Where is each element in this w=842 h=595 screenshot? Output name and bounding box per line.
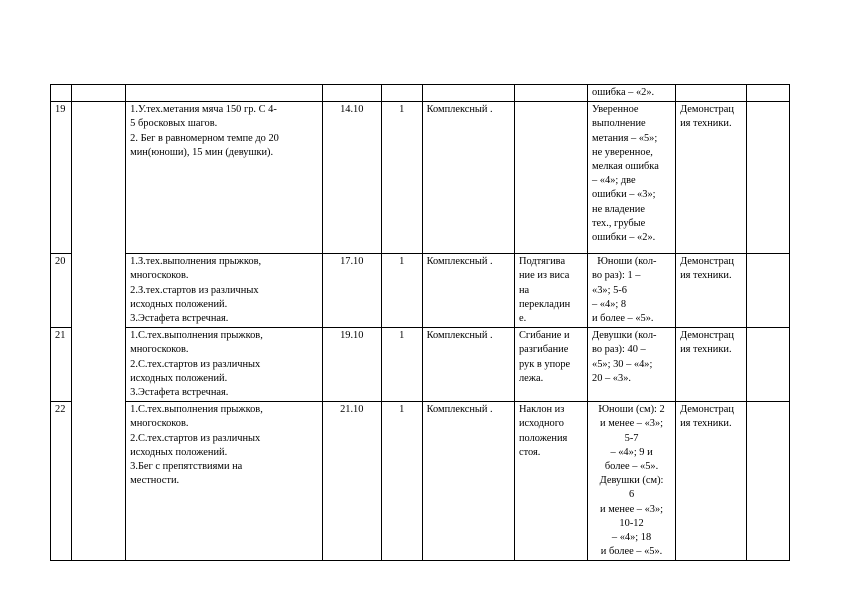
cell-blank [72,402,126,561]
cell-line: мелкая ошибка [592,161,659,173]
cell-line: 2.З.тех.стартов из различных [130,284,259,296]
cell-type: Комплексный . [422,328,514,402]
cell-type: Комплексный . [422,254,514,328]
cell-line: лежа. [518,372,544,384]
cell-control [514,254,587,328]
cell-line: Уверенное [592,104,639,116]
cell-line: исходного [518,418,564,430]
cell-type: Комплексный . [422,402,514,561]
cell-hours [381,85,422,102]
cell-line: многоскоков. [130,270,189,282]
cell-control [514,402,587,561]
cell-line: Юноши (см): 2 [598,404,665,416]
cell-line: ия техники. [680,270,732,282]
cell-line: и более – «5». [600,546,663,558]
cell-blank [72,102,126,254]
cell-line: исходных положений. [130,298,228,310]
cell-line: исходных положений. [130,446,228,458]
cell-line: Сгибание и [518,330,570,342]
cell-line: 6 [628,489,635,501]
cell-line: 5 бросковых шагов. [130,118,218,130]
cell-demo [676,102,747,254]
cell-line: 3.Бег с препятствиями на [130,461,243,473]
cell-num: 19 [51,102,72,254]
cell-control [514,85,587,102]
cell-line: ия техники. [680,118,732,130]
cell-line: 1.З.тех.выполнения прыжков, [130,256,262,268]
cell-line: и менее – «3»; [600,503,664,515]
cell-line: не владение [592,203,645,215]
cell-line: не уверенное, [592,146,653,158]
cell-line: более – «5». [604,461,659,473]
cell-line: во раз): 40 – [592,344,646,356]
cell-topic [126,402,323,561]
table-row [51,328,790,402]
table-row [51,402,790,561]
cell-line: Демонстрац [680,330,734,342]
cell-line: – «4»; 8 [592,298,627,310]
cell-line: ия техники. [680,344,732,356]
cell-line: 5-7 [624,432,639,444]
cell-line: ошибки – «2». [592,232,656,244]
cell-blank [72,85,126,102]
cell-demo [676,402,747,561]
cell-topic [126,328,323,402]
lesson-plan-table [50,84,790,561]
cell-line: 2. Бег в равномерном темпе до 20 [130,132,279,144]
cell-blank-end [746,102,789,254]
cell-line: 10-12 [619,517,644,529]
cell-line: «5»; 30 – «4»; [592,358,653,370]
cell-line: и более – «5». [592,313,654,325]
cell-line: 20 – «3». [592,372,631,384]
cell-line: местности. [130,475,180,487]
cell-blank-end [746,328,789,402]
cell-num: 22 [51,402,72,561]
cell-hours: 1 [381,328,422,402]
table-body [51,85,790,561]
cell-date [322,85,381,102]
table-row-continued [51,85,790,102]
cell-line: метания – «5»; [592,132,658,144]
cell-type [422,85,514,102]
cell-line: ия техники. [680,418,732,430]
cell-line: положения [518,432,568,444]
cell-blank-end [746,85,789,102]
cell-line: тех., грубые [592,217,646,229]
cell-norm [588,328,676,402]
cell-line: 1.С.тех.выполнения прыжков, [130,404,263,416]
table-row [51,254,790,328]
cell-norm [588,254,676,328]
cell-blank-end [746,254,789,328]
cell-blank [72,328,126,402]
cell-line: «3»; 5-6 [592,284,627,296]
cell-line: Демонстрац [680,404,734,416]
cell-blank [72,254,126,328]
table-row [51,102,790,254]
cell-date: 17.10 [322,254,381,328]
cell-line: перекладин [518,298,571,310]
cell-control [514,328,587,402]
cell-line: и менее – «3»; [600,418,664,430]
cell-line: 1.С.тех.выполнения прыжков, [130,330,263,342]
cell-line: разгибание [518,344,569,356]
cell-line: 2.С.тех.стартов из различных [130,358,261,370]
cell-type: Комплексный . [422,102,514,254]
cell-line: стоя. [518,446,541,458]
cell-topic [126,85,323,102]
cell-date: 19.10 [322,328,381,402]
cell-norm [588,402,676,561]
cell-demo [676,328,747,402]
cell-line: Девушки (см): [599,475,664,487]
cell-line: Наклон из [518,404,565,416]
cell-norm [588,102,676,254]
cell-line: Юноши (кол- [592,256,657,268]
cell-line: многоскоков. [130,418,189,430]
cell-line: выполнение [592,118,646,130]
cell-hours: 1 [381,402,422,561]
cell-line: ние из виса [518,270,570,282]
cell-line: 3.Эстафета встречная. [130,313,229,325]
cell-line: 2.С.тех.стартов из различных [130,432,261,444]
cell-num: 21 [51,328,72,402]
cell-line: – «4»; 18 [611,532,652,544]
cell-num [51,85,72,102]
cell-line: – «4»; две [592,175,636,187]
cell-num: 20 [51,254,72,328]
cell-line: рук в упоре [518,358,571,370]
cell-date: 21.10 [322,402,381,561]
cell-line: Демонстрац [680,104,734,116]
cell-line: многоскоков. [130,344,189,356]
cell-line: на [518,284,530,296]
cell-line: во раз): 1 – [592,270,641,282]
cell-hours: 1 [381,254,422,328]
cell-line: – «4»; 9 и [610,446,653,458]
cell-hours: 1 [381,102,422,254]
cell-blank-end [746,402,789,561]
cell-date: 14.10 [322,102,381,254]
cell-line: 1.У.тех.метания мяча 150 гр. С 4- [130,104,277,116]
cell-norm: ошибка – «2». [588,85,676,102]
cell-line: 3.Эстафета встречная. [130,387,229,399]
cell-line: Девушки (кол- [592,330,657,342]
cell-topic [126,254,323,328]
cell-line: мин(юноши), 15 мин (девушки). [130,146,274,158]
cell-line: ошибки – «3»; [592,189,656,201]
cell-control [514,102,587,254]
cell-demo [676,85,747,102]
cell-line: Подтягива [518,256,566,268]
cell-topic [126,102,323,254]
cell-line: Демонстрац [680,256,734,268]
cell-line: е. [518,313,527,325]
cell-line: исходных положений. [130,372,228,384]
cell-demo [676,254,747,328]
